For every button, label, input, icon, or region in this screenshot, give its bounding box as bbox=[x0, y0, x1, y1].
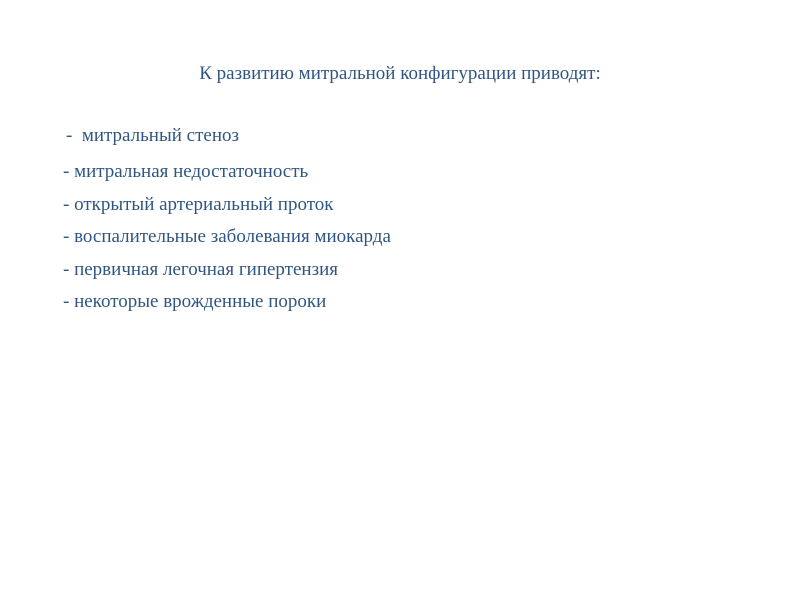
list-item-mitral-stenosis: - митральный стеноз bbox=[66, 125, 239, 146]
list-item: - открытый артериальный проток bbox=[63, 193, 334, 215]
list-item: - воспалительные заболевания миокарда bbox=[63, 226, 391, 247]
list-item: - некоторые врожденные пороки bbox=[63, 291, 327, 312]
list-item: - митральная недостаточность bbox=[63, 161, 309, 182]
slide-title: К развитию митральной конфигурации приводят: bbox=[199, 63, 601, 84]
list-item: - первичная легочная гипертензия bbox=[63, 258, 338, 280]
causes-list bbox=[63, 160, 391, 323]
